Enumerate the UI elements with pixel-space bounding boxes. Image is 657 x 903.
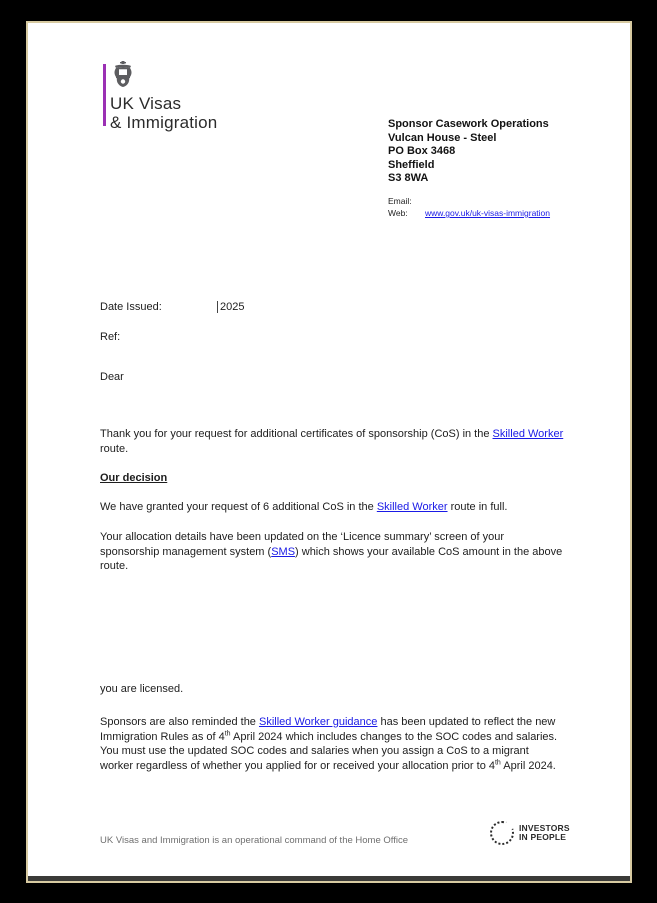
salutation — [100, 371, 124, 383]
laurel-wreath-icon — [490, 821, 514, 845]
ref-row — [100, 331, 120, 343]
address-line: PO Box 3468 — [388, 145, 456, 157]
paragraph-text: route in full. — [447, 501, 508, 513]
paragraph-text: April 2024. — [500, 759, 556, 772]
paragraph-granted — [100, 500, 564, 515]
decision-heading: Our decision — [100, 472, 168, 484]
paragraph-guidance — [100, 715, 564, 773]
investors-in-people-logo — [490, 821, 570, 845]
salutation-text: Dear — [100, 371, 124, 383]
web-label: Web: — [388, 208, 408, 218]
date-issued-label: Date Issued: — [100, 301, 162, 313]
paragraph-text: has been updated to reflect the new Immigration Rules as of 4 — [100, 716, 556, 743]
paragraph-text: We have granted your request of 6 additional CoS in the — [100, 501, 377, 513]
skilled-worker-link[interactable]: Skilled Worker — [492, 428, 564, 440]
crown-icon — [111, 61, 135, 93]
sender-address — [388, 118, 549, 186]
logo-purple-bar — [103, 64, 106, 126]
address-line: Vulcan House - Steel — [388, 131, 497, 144]
letter-page — [26, 21, 632, 883]
paragraph-text: Sponsors are also reminded the — [100, 716, 259, 728]
skilled-worker-guidance-link[interactable]: Skilled Worker guidance — [258, 716, 378, 728]
date-issued-value: 2025 — [217, 301, 244, 313]
paragraph-text: route. — [100, 442, 129, 455]
footer-disclaimer: UK Visas and Immigration is an operational command of the Home Office — [100, 835, 409, 846]
address-line: S3 8WA — [388, 172, 429, 184]
superscript-th: th — [224, 729, 231, 737]
web-link[interactable]: www.gov.uk/uk-visas-immigration — [425, 208, 551, 218]
superscript-th: th — [494, 759, 501, 767]
contact-block — [388, 195, 550, 219]
logo-line-2: & Immigration — [110, 113, 218, 132]
paragraph-request — [100, 427, 564, 456]
address-line: Sheffield — [388, 158, 435, 171]
paragraph-text: Your allocation details have been updated on the ‘Licence summary’ screen of your sponsorship management system ( — [100, 531, 504, 558]
iip-line-2: IN PEOPLE — [519, 832, 567, 842]
paragraph-allocation — [100, 530, 564, 574]
sms-link[interactable]: SMS — [271, 545, 296, 558]
paragraph-text: Thank you for your request for additional certificates of sponsorship (CoS) in the — [100, 428, 493, 440]
address-line: Sponsor Casework Operations — [388, 118, 549, 130]
logo-wordmark — [110, 94, 217, 132]
paragraph-fragment: you are licensed. — [100, 683, 184, 695]
logo-line-1: UK Visas — [110, 94, 182, 113]
iip-line-1: INVESTORS — [519, 822, 570, 833]
paragraph-text: ) which shows your available CoS amount in the above route. — [100, 545, 563, 573]
email-label: Email: — [388, 196, 412, 206]
ref-label: Ref: — [100, 331, 121, 343]
paragraph-text: April 2024 which includes changes to the SOC codes and salaries. You must use the updated SOC codes and salaries when you assign a CoS to a migrant worker regardless of whether you applied for or received your allocation prior to 4 — [100, 730, 558, 772]
page-bottom-bar — [28, 876, 630, 881]
date-issued-row — [100, 301, 245, 313]
skilled-worker-link[interactable]: Skilled Worker — [376, 501, 448, 513]
